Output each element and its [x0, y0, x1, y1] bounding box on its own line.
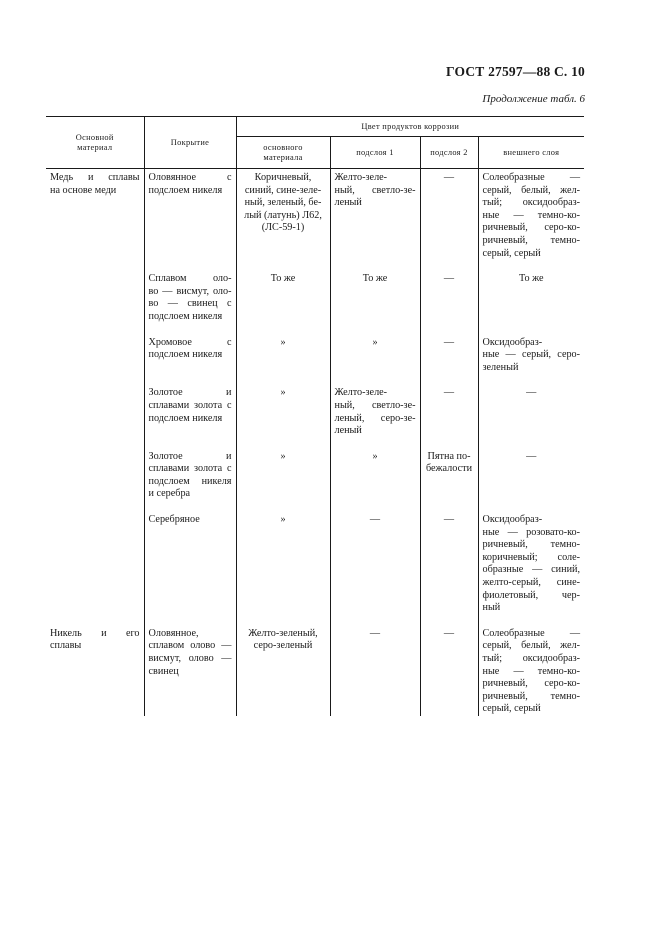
column-header-sublayer-1: подслоя 1 [330, 137, 420, 169]
cell-coating-line: сплавами золота с [148, 463, 232, 475]
cell-base-material-line: » [280, 336, 286, 348]
cell-outer-layer-line: ричневый, темно- [482, 234, 581, 246]
cell-base-material-line: » [280, 514, 286, 526]
cell-base-material [236, 625, 330, 716]
cell-base-material-line: (ЛС-59-1) [261, 222, 305, 234]
cell-base-material [236, 448, 330, 511]
cell-sublayer-2: — [420, 169, 478, 271]
cell-sublayer-1-line: » [372, 336, 378, 348]
cell-outer-layer-line: ричневый, темно- [482, 690, 581, 702]
cell-sublayer-1 [330, 625, 420, 716]
column-header-corrosion-group: Цвет продуктов коррозии [236, 117, 584, 137]
cell-sublayer-2-line: Пятна по- [427, 450, 471, 462]
cell-sublayer-1-line: леный [334, 425, 362, 437]
cell-base-material [236, 334, 330, 385]
cell-sublayer-2: — [420, 625, 478, 716]
cell-outer-layer [478, 169, 584, 271]
cell-material [46, 169, 144, 271]
cell-sublayer-2: — [420, 270, 478, 333]
table-row [46, 625, 584, 716]
cell-coating-line: подслоем никеля [148, 349, 223, 361]
cell-sublayer-1 [330, 448, 420, 511]
cell-outer-layer-line: ные — розовато-ко- [482, 526, 581, 538]
cell-material-line: сплавы [50, 640, 82, 652]
cell-coating-line: свинец [148, 665, 179, 677]
cell-outer-layer-line: образные — синий, [482, 564, 581, 576]
cell-material [46, 334, 144, 385]
cell-coating-line: подслоем никеля [148, 412, 223, 424]
cell-material [46, 448, 144, 511]
cell-outer-layer-line: ный [482, 602, 501, 614]
cell-sublayer-2: — [420, 384, 478, 447]
cell-sublayer-2: — [420, 334, 478, 385]
column-header-sublayer-2: подслоя 2 [420, 137, 478, 169]
cell-sublayer-2-line: бежалости [425, 463, 473, 475]
table-row [46, 384, 584, 447]
cell-sublayer-1-line: Желто-зеле- [334, 172, 388, 183]
cell-material [46, 384, 144, 447]
cell-base-material [236, 384, 330, 447]
cell-outer-layer-line: ные — темно-ко- [482, 665, 581, 677]
cell-sublayer-1-line: » [372, 450, 378, 462]
corrosion-color-table [46, 116, 584, 716]
cell-outer-layer-line: фиолетовый, чер- [482, 589, 581, 601]
cell-sublayer-1-line: То же [362, 273, 388, 285]
column-header-material-line: Основной [75, 132, 114, 142]
cell-outer-layer [478, 448, 584, 511]
cell-sublayer-1 [330, 270, 420, 333]
cell-base-material-line: » [280, 387, 286, 399]
cell-outer-layer-line: серый, белый, жел- [482, 640, 581, 652]
cell-material [46, 270, 144, 333]
cell-coating-line: сплавом олово — [148, 640, 232, 652]
cell-outer-layer-line: Оксидообраз- [482, 514, 543, 526]
cell-outer-layer-line: ричневый, серо-ко- [482, 678, 581, 690]
cell-outer-layer-line: серый, белый, жел- [482, 184, 581, 196]
cell-coating-line: и серебра [148, 488, 191, 500]
cell-outer-layer-line: серый, серый [482, 703, 541, 715]
cell-base-material-line: То же [270, 273, 296, 285]
cell-base-material-line: » [280, 450, 286, 462]
column-header-material-line: материал [77, 142, 113, 152]
cell-outer-layer-line: То же [519, 273, 544, 285]
cell-coating [144, 270, 236, 333]
table-row [46, 334, 584, 385]
cell-sublayer-1-line: леный, серо-зе- [334, 412, 416, 424]
cell-coating-line: Золотое и [148, 450, 232, 462]
cell-sublayer-1-line: — [369, 627, 381, 639]
cell-coating [144, 511, 236, 625]
cell-sublayer-1-line: Желто-зеле- [334, 387, 388, 399]
table-continuation-note: Продолжение табл. 6 [482, 93, 585, 105]
cell-outer-layer [478, 511, 584, 625]
cell-outer-layer-line: ные — темно-ко- [482, 209, 581, 221]
cell-coating [144, 334, 236, 385]
cell-sublayer-1-line: леный [334, 197, 362, 209]
cell-base-material-line: Желто-зеленый, [248, 627, 318, 639]
cell-sublayer-1 [330, 334, 420, 385]
cell-coating-line: Сплавом оло- [148, 273, 232, 285]
cell-outer-layer-line: тый; оксидообраз- [482, 653, 581, 664]
cell-outer-layer-line: коричневый; соле- [482, 551, 581, 563]
table-body [46, 169, 584, 716]
cell-outer-layer-line: — [526, 387, 537, 399]
cell-coating [144, 169, 236, 271]
cell-base-material-line: ный, зеленый, бе- [244, 197, 322, 209]
cell-outer-layer-line: ричневый, серо-ко- [482, 222, 581, 234]
cell-outer-layer [478, 334, 584, 385]
cell-coating-line: подслоем никеля [148, 184, 223, 196]
cell-coating-line: Хромовое с [148, 336, 232, 348]
cell-coating-line: Оловянное, [148, 627, 199, 639]
cell-sublayer-1 [330, 511, 420, 625]
cell-base-material-line: синий, сине-зеле- [244, 184, 322, 196]
column-header-base-material [236, 137, 330, 169]
cell-coating-line: Серебряное [148, 514, 200, 526]
cell-base-material-line: лый (латунь) Л62, [244, 209, 322, 221]
cell-coating-line: во — свинец с [148, 298, 232, 310]
cell-sublayer-1 [330, 169, 420, 271]
cell-sublayer-1 [330, 384, 420, 447]
cell-material-line: Медь и сплавы [50, 172, 140, 183]
cell-coating-line: Золотое и [148, 387, 232, 399]
cell-material [46, 511, 144, 625]
cell-outer-layer-line: зеленый [482, 361, 519, 373]
cell-coating [144, 384, 236, 447]
cell-outer-layer-line: Солеобразные — [482, 627, 581, 639]
cell-base-material-line: серо-зеленый [253, 640, 313, 652]
cell-sublayer-1-line: ный, светло-зе- [334, 399, 416, 411]
cell-coating-line: Оловянное с [148, 172, 232, 183]
table-row [46, 169, 584, 271]
cell-coating [144, 448, 236, 511]
cell-base-material-line: Коричневый, [254, 172, 312, 183]
column-header-material [46, 117, 144, 169]
cell-material-line: Никель и его [50, 627, 140, 639]
cell-material-line: на основе меди [50, 184, 117, 196]
cell-sublayer-2: — [420, 511, 478, 625]
cell-coating-line: во — висмут, оло- [148, 285, 232, 297]
cell-outer-layer [478, 625, 584, 716]
cell-outer-layer-line: Оксидообраз- [482, 336, 543, 348]
column-header-base-line: основного [263, 143, 303, 152]
cell-material [46, 625, 144, 716]
cell-base-material [236, 511, 330, 625]
cell-outer-layer-line: ные — серый, серо- [482, 349, 581, 361]
cell-sublayer-1-line: — [369, 514, 381, 526]
column-header-outer-layer: внешнего слоя [478, 137, 584, 169]
cell-outer-layer-line: Солеобразные — [482, 172, 581, 183]
cell-outer-layer-line: желто-серый, сине- [482, 577, 581, 589]
table-row [46, 511, 584, 625]
column-header-coating: Покрытие [144, 117, 236, 169]
cell-coating-line: подслоем никеля [148, 310, 223, 322]
cell-outer-layer-line: тый; оксидообраз- [482, 197, 581, 209]
cell-base-material [236, 270, 330, 333]
cell-outer-layer-line: серый, серый [482, 247, 541, 259]
cell-base-material [236, 169, 330, 271]
cell-sublayer-2 [420, 448, 478, 511]
cell-outer-layer [478, 384, 584, 447]
table-row [46, 270, 584, 333]
cell-outer-layer-line: ричневый, темно- [482, 539, 581, 551]
cell-coating-line: подслоем никеля [148, 475, 232, 487]
cell-outer-layer [478, 270, 584, 333]
cell-coating-line: висмут, олово — [148, 653, 232, 664]
table-row [46, 448, 584, 511]
cell-coating [144, 625, 236, 716]
cell-sublayer-1-line: ный, светло-зе- [334, 184, 416, 196]
cell-coating-line: сплавами золота с [148, 399, 232, 411]
column-header-base-line: материала [263, 153, 303, 162]
page-header-title: ГОСТ 27597—88 С. 10 [446, 64, 585, 79]
cell-outer-layer-line: — [526, 450, 537, 462]
